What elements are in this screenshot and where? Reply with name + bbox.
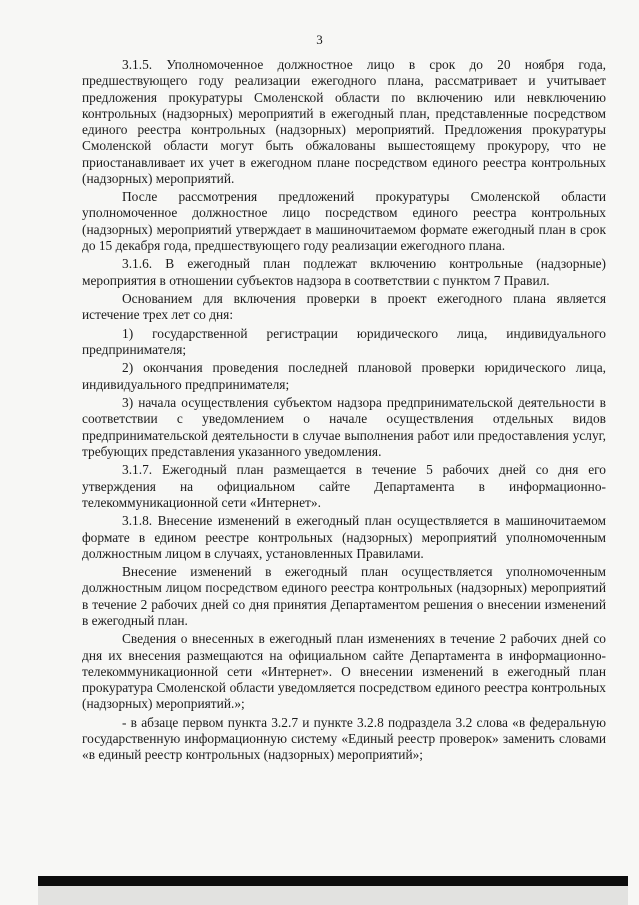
paragraph-3-1-7: 3.1.7. Ежегодный план размещается в течение 5 рабочих дней со дня его утверждения на официальном сайте Департамента в информационно-телекоммуникационной сети «Интернет». (82, 462, 606, 510)
list-item-1: 1) государственной регистрации юридического лица, индивидуального предпринимателя; (82, 325, 606, 357)
paragraph-3-1-8: 3.1.8. Внесение изменений в ежегодный план осуществляется в машиночитаемом формате в едином реестре контрольных (надзорных) мероприятий уполномоченным должностным лицом в случаях, установленных Правилами. (82, 513, 606, 561)
scan-edge-bar (38, 876, 628, 886)
paragraph-after-review: После рассмотрения предложений прокуратуры Смоленской области уполномоченное должностное лицо посредством единого реестра контрольных (надзорных) мероприятий утверждает в машиночитаемом формате ежегодный план в срок до 15 декабря года, предшествующего году реализации ежегодного плана. (82, 189, 606, 253)
paragraph-amendment: - в абзаце первом пункта 3.2.7 и пункте 3.2.8 подраздела 3.2 слова «в федеральную государственную информационную систему «Единый реестр проверок» заменить словами «в единый реестр контрольных (надзорных) мероприятий»; (82, 714, 606, 763)
paragraph-changes-info: Сведения о внесенных в ежегодный план изменениях в течение 2 рабочих дней со дня их внесения размещаются на официальном сайте Департамента в информационно-телекоммуникационной сети «Интернет». О внесении изменений в ежегодный план прокуратура Смоленской области уведомляется посредством единого реестра контрольных (надзорных) мероприятий.»; (82, 631, 606, 712)
scan-edge-shade (38, 886, 628, 905)
paragraph-3-1-5: 3.1.5. Уполномоченное должностное лицо в срок до 20 ноября года, предшествующего году реализации ежегодного плана, рассматривает и учитывает предложения прокуратуры Смоленской области по включению или невключению контрольных (надзорных) мероприятий в ежегодный план, представленные посредством единого реестра контрольных (надзорных) мероприятий. Предложения прокуратуры Смоленской области могут быть обжалованы вышестоящему прокурору, что не приостанавливает их учет в ежегодном плане посредством единого реестра контрольных (надзорных) мероприятий. (82, 57, 606, 186)
paragraph-changes: Внесение изменений в ежегодный план осуществляется уполномоченным должностным лицом посредством единого реестра контрольных (надзорных) мероприятий в течение 2 рабочих дней со дня принятия Департаментом решения о внесении изменений в ежегодный план. (82, 564, 606, 628)
document-body (82, 57, 606, 764)
page-number: 3 (316, 32, 323, 47)
paragraph-basis: Основанием для включения проверки в проект ежегодного плана является истечение трех лет со дня: (82, 291, 606, 323)
list-item-3: 3) начала осуществления субъектом надзора предпринимательской деятельности в соответствии с уведомлением о начале осуществления отдельных видов предпринимательской деятельности в случае выполнения работ или предоставления услуг, требующих представления указанного уведомления. (82, 395, 606, 459)
paragraph-3-1-6: 3.1.6. В ежегодный план подлежат включению контрольные (надзорные) мероприятия в отношении субъектов надзора в соответствии с пунктом 7 Правил. (82, 256, 606, 288)
list-item-2: 2) окончания проведения последней плановой проверки юридического лица, индивидуального предпринимателя; (82, 360, 606, 392)
